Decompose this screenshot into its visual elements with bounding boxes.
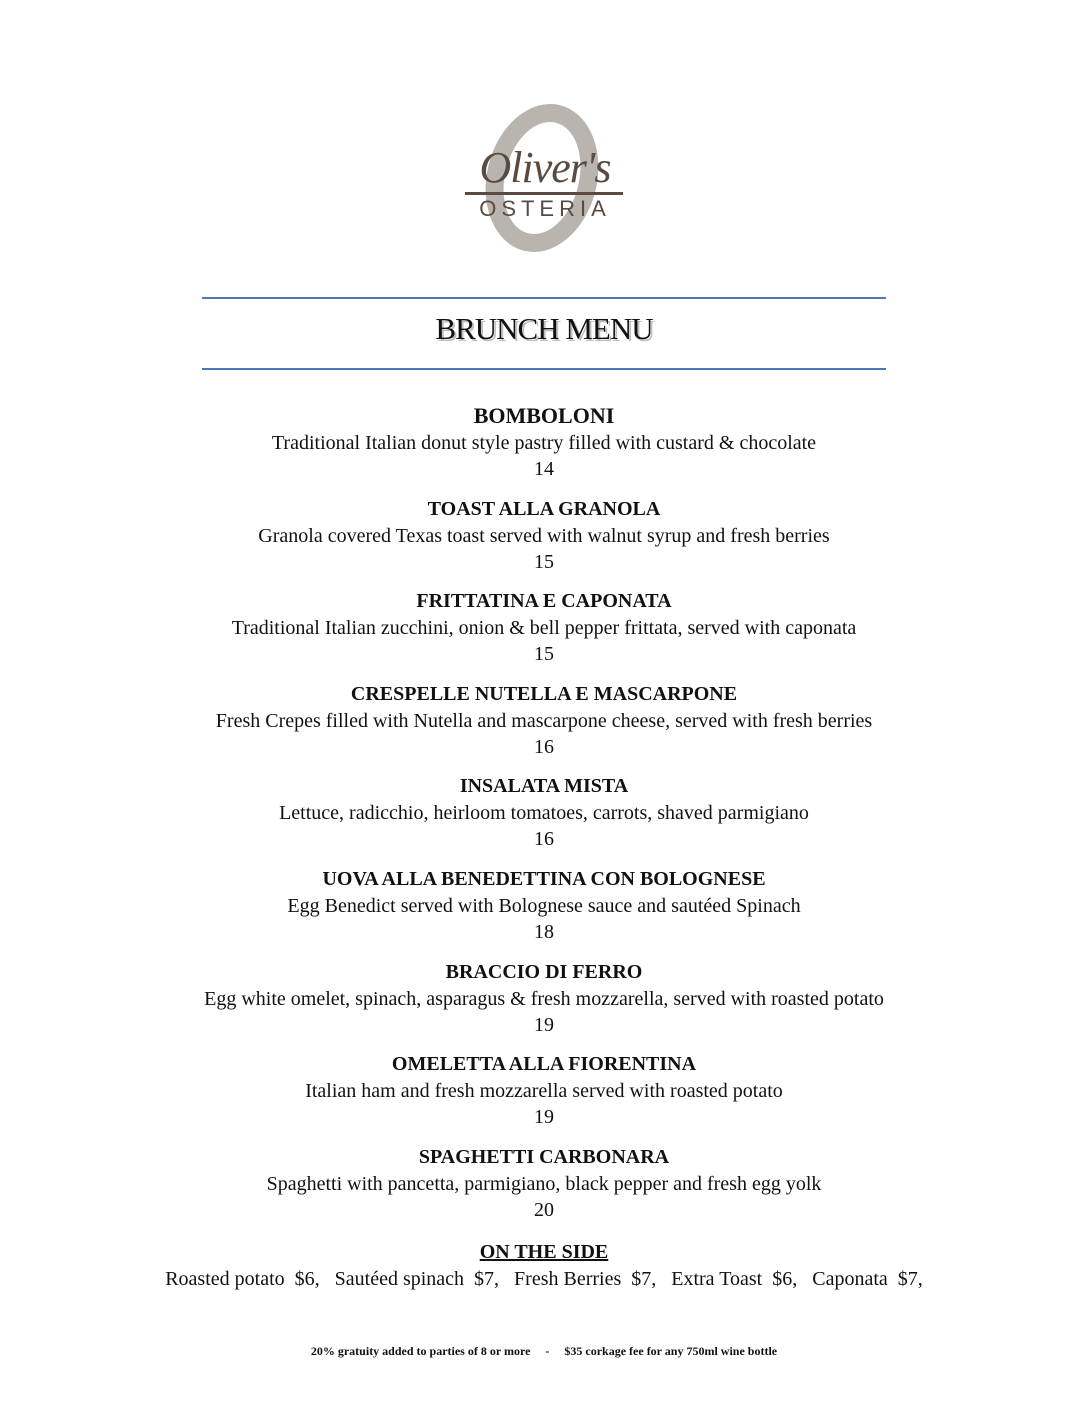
item-price: 15 [534, 550, 554, 573]
item-price: 15 [534, 643, 554, 666]
logo-caps-text: OSTERIA [479, 196, 611, 221]
item-price: 16 [534, 735, 554, 758]
item-name: BRACCIO DI FERRO [445, 960, 643, 983]
menu-item [0, 590, 1088, 683]
footer-note: 20% gratuity added to parties of 8 or more - $35 corkage fee for any 750ml wine bottle [310, 1344, 778, 1358]
menu-item [0, 405, 1088, 498]
item-description: Traditional Italian zucchini, onion & bell pepper frittata, served with caponata [231, 617, 857, 640]
menu-items [0, 405, 1088, 1238]
item-description: Egg white omelet, spinach, asparagus & fresh mozzarella, served with roasted potato [204, 987, 884, 1010]
item-description: Spaghetti with pancetta, parmigiano, black pepper and fresh egg yolk [266, 1172, 822, 1195]
menu-item [0, 683, 1088, 776]
item-name: UOVA ALLA BENEDETTINA CON BOLOGNESE [322, 867, 766, 890]
item-name: TOAST ALLA GRANOLA [427, 497, 661, 520]
item-description: Egg Benedict served with Bolognese sauce and sautéed Spinach [287, 894, 801, 917]
item-name: BOMBOLONI [473, 403, 615, 428]
item-description: Traditional Italian donut style pastry filled with custard & chocolate [271, 432, 817, 454]
item-name: FRITTATINA E CAPONATA [416, 590, 672, 613]
title-rule-bottom [202, 368, 886, 370]
menu-item [0, 1146, 1088, 1239]
sides-heading: ON THE SIDE [479, 1241, 609, 1263]
page-title: BRUNCH MENU [435, 311, 653, 346]
item-price: 19 [534, 1013, 554, 1036]
item-description: Lettuce, radicchio, heirloom tomatoes, carrots, shaved parmigiano [279, 802, 809, 825]
item-description: Granola covered Texas toast served with walnut syrup and fresh berries [258, 524, 830, 547]
item-price: 19 [534, 1106, 554, 1129]
item-name: OMELETTA ALLA FIORENTINA [391, 1053, 697, 1076]
item-name: CRESPELLE NUTELLA E MASCARPONE [350, 682, 738, 705]
logo-script-text: Oliver's [479, 143, 611, 192]
sides-list: Roasted potato $6, Sautéed spinach $7, Fresh Berries $7, Extra Toast $6, Caponata $7, [165, 1268, 923, 1290]
item-price: 14 [534, 458, 554, 480]
item-description: Fresh Crepes filled with Nutella and mascarpone cheese, served with fresh berries [215, 709, 873, 732]
item-price: 18 [534, 920, 554, 943]
item-price: 16 [534, 828, 554, 851]
item-description: Italian ham and fresh mozzarella served with roasted potato [305, 1080, 783, 1103]
item-name: SPAGHETTI CARBONARA [418, 1145, 670, 1168]
title-rule-top [202, 297, 886, 299]
sides-section [0, 1241, 1088, 1291]
menu-item [0, 868, 1088, 961]
menu-item [0, 775, 1088, 868]
menu-item [0, 1053, 1088, 1146]
menu-item [0, 498, 1088, 591]
menu-item [0, 961, 1088, 1054]
olivers-osteria-logo [455, 100, 635, 260]
logo-bar [465, 192, 623, 195]
item-price: 20 [534, 1198, 554, 1221]
item-name: INSALATA MISTA [459, 775, 629, 798]
